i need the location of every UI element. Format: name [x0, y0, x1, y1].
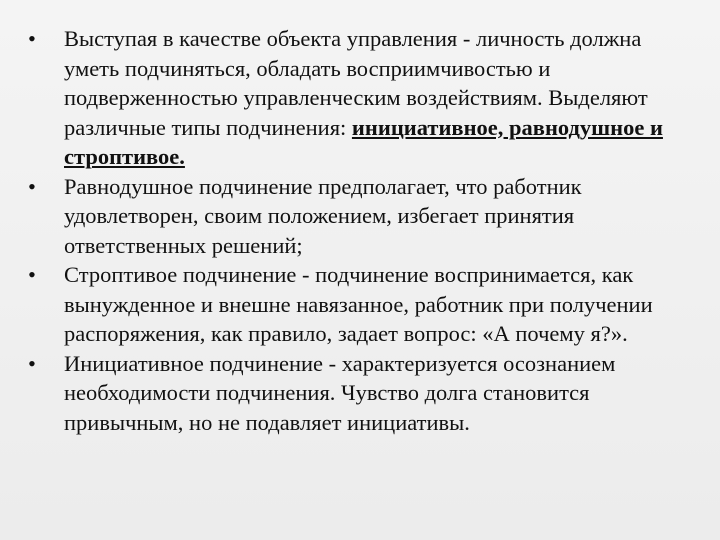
bullet-text: Равнодушное подчинение предполагает, что работник удовлетворен, своим положением, избегает принятия ответственных решений; [64, 173, 582, 258]
bullet-emphasis: инициативное, равнодушное и строптивое. [64, 114, 663, 169]
bullet-marker: • [28, 173, 36, 199]
bullet-item-indifferent-subordination [28, 172, 688, 261]
bullet-text: Выступая в качестве объекта управления - личность должна уметь подчиняться, обладать восприимчивостью и подверженностью управленческим воздействиям. Выделяют различные типы подчинения: [64, 26, 648, 140]
bullet-text: Инициативное подчинение - характеризуется осознанием необходимости подчинения. Чувство долга становится привычным, но не подавляет инициативы. [64, 350, 616, 435]
bullet-marker: • [28, 262, 36, 287]
bullet-marker: • [28, 26, 36, 51]
bullet-list [28, 24, 688, 437]
bullet-text: Строптивое подчинение - подчинение воспринимается, как вынужденное и внешне навязанное, работник при получении распоряжения, как правило, задает вопрос: «А почему я?». [64, 262, 653, 346]
bullet-item-initiative-subordination [28, 349, 688, 438]
bullet-item-obstinate-subordination [28, 260, 688, 349]
bullet-marker: • [28, 350, 36, 376]
bullet-item-types-of-subordination [28, 24, 688, 172]
